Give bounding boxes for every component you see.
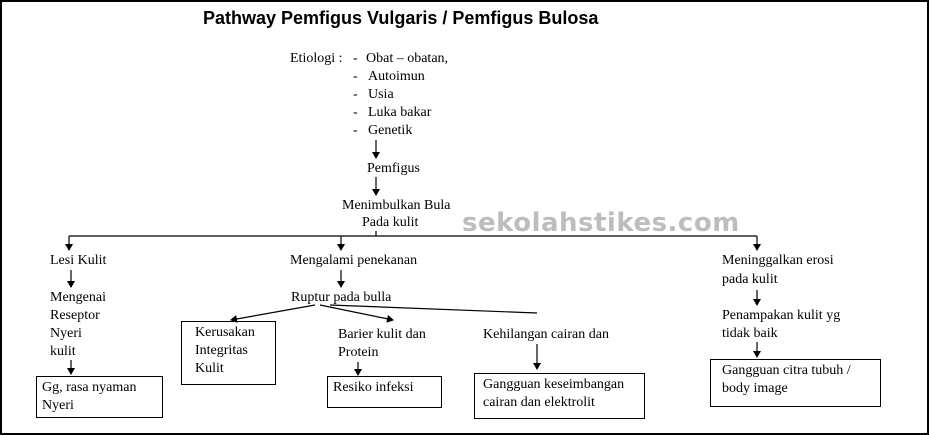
barier-line-1: Barier kulit dan (338, 327, 426, 342)
infeksi-box: Resiko infeksi (327, 376, 442, 408)
ruptur-node: Ruptur pada bulla (291, 290, 392, 305)
mengenai-line-2: Reseptor (50, 308, 100, 323)
cairan-box-line-2: cairan dan elektrolit (483, 395, 595, 410)
kerusakan-box-line-2: Integritas (195, 343, 248, 358)
etiologi-dash-2: - (353, 69, 358, 84)
etiologi-dash-4: - (353, 105, 358, 120)
etiologi-label: Etiologi : (290, 51, 343, 66)
barier-line-2: Protein (338, 345, 379, 360)
cairan-box-line-1: Gangguan keseimbangan (483, 377, 625, 392)
line-ruptur-to-kehilangan (330, 305, 537, 313)
kerusakan-box-line-1: Kerusakan (195, 325, 255, 340)
mengenai-line-1: Mengenai (50, 290, 106, 305)
etiologi-item-3: Usia (368, 87, 394, 102)
lesi-kulit-node: Lesi Kulit (50, 253, 107, 268)
penekanan-node: Mengalami penekanan (290, 253, 418, 268)
nyeri-box-line-2: Nyeri (42, 398, 74, 413)
pemfigus-node: Pemfigus (367, 161, 420, 176)
etiologi-dash-3: - (353, 87, 358, 102)
etiologi-dash-1: - (353, 51, 358, 66)
nyeri-box-line-1: Gg, rasa nyaman (42, 380, 137, 395)
etiologi-item-4: Luka bakar (368, 105, 432, 120)
kerusakan-box-line-3: Kulit (195, 361, 224, 376)
mengenai-line-3: Nyeri (50, 326, 82, 341)
penampakan-line-2: tidak baik (722, 326, 778, 341)
citra-box-line-1: Gangguan citra tubuh / (722, 363, 851, 378)
mengenai-line-4: kulit (50, 344, 76, 359)
erosi-line-1: Meninggalkan erosi (722, 253, 834, 268)
etiologi-item-5: Genetik (368, 123, 413, 138)
etiologi-item-2: Autoimun (368, 69, 425, 84)
bula-node-line-2: Pada kulit (362, 215, 419, 230)
bula-node-line-1: Menimbulkan Bula (342, 198, 451, 213)
penampakan-line-1: Penampakan kulit yg (722, 308, 841, 323)
etiologi-item-1: Obat – obatan, (366, 51, 449, 66)
arrow-ruptur-to-kerusakan (231, 305, 315, 320)
diagram-title: Pathway Pemfigus Vulgaris / Pemfigus Bulosa (203, 8, 599, 28)
kehilangan-node: Kehilangan cairan dan (483, 327, 609, 342)
etiologi-dash-5: - (353, 123, 358, 138)
citra-box-line-2: body image (722, 381, 788, 396)
watermark: sekolahstikes.com (462, 208, 740, 238)
erosi-line-2: pada kulit (722, 272, 778, 287)
